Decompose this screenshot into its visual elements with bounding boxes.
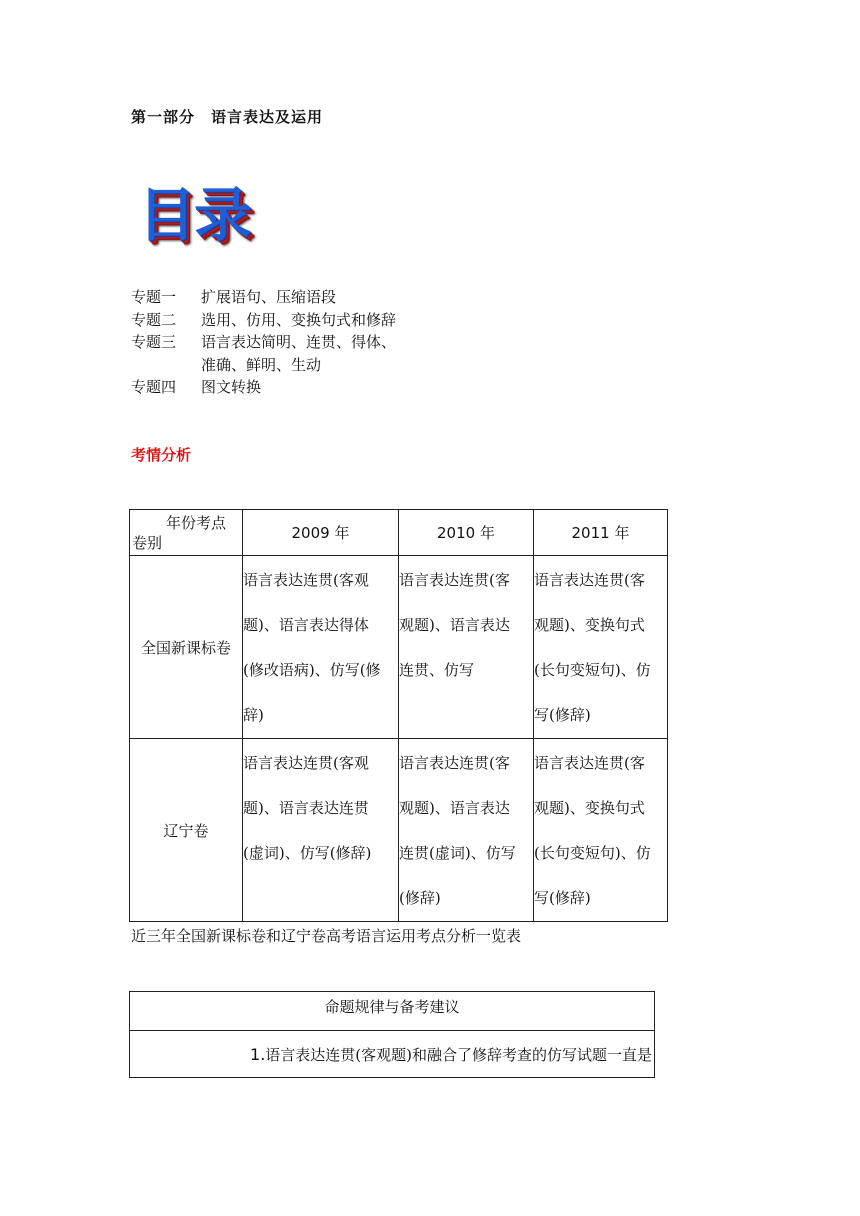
table-row <box>130 739 668 922</box>
cell-line: 语言表达连贯(客 <box>534 754 645 772</box>
table-row <box>130 556 668 739</box>
toc-item-key: 专题三 <box>131 333 177 352</box>
table-cell <box>399 739 534 922</box>
toc-item-value: 扩展语句、压缩语段 <box>201 288 337 306</box>
cell-line: (修辞) <box>399 889 441 907</box>
cell-line: 观题)、变换句式 <box>534 799 645 817</box>
row-label: 全国新课标卷 <box>130 556 243 739</box>
toc-item <box>131 286 396 309</box>
cell-line: 辞) <box>243 706 264 724</box>
toc-item <box>131 331 396 354</box>
cell-line: (修改语病)、仿写(修 <box>243 661 381 679</box>
advice-table <box>129 991 655 1078</box>
toc-item-value: 选用、仿用、变换句式和修辞 <box>201 310 397 329</box>
advice-header: 命题规律与备考建议 <box>130 992 655 1031</box>
toc-item-key: 专题二 <box>131 310 177 329</box>
cell-line: 语言表达连贯(客 <box>399 754 510 772</box>
year-header: 2010 年 <box>399 510 534 556</box>
toc-item-value: 准确、鲜明、生动 <box>201 355 322 374</box>
cell-line: 连贯(虚词)、仿写 <box>399 844 516 862</box>
cell-line: 语言表达连贯(客 <box>534 571 645 589</box>
row-label: 辽宁卷 <box>130 739 243 922</box>
cell-line: 语言表达连贯(客 <box>399 571 510 589</box>
toc-item <box>131 354 396 377</box>
advice-header-row <box>130 992 655 1031</box>
analysis-heading: 考情分析 <box>131 446 192 464</box>
table-cell <box>399 556 534 739</box>
cell-line: 语言表达连贯(客观 <box>243 571 369 589</box>
toc-item-key: 专题四 <box>131 378 177 397</box>
toc-item-value: 语言表达简明、连贯、得体、 <box>201 333 397 352</box>
cell-line: 写(修辞) <box>534 706 591 724</box>
toc-list <box>131 286 396 399</box>
toc-title: 目录 <box>138 181 251 249</box>
cell-line: (虚词)、仿写(修辞) <box>243 844 372 862</box>
advice-body-row <box>130 1031 655 1078</box>
cell-line: 题)、语言表达得体 <box>243 616 369 634</box>
table-caption: 近三年全国新课标卷和辽宁卷高考语言运用考点分析一览表 <box>131 927 522 945</box>
part-title: 第一部分 语言表达及运用 <box>131 108 324 126</box>
cell-line: 观题)、语言表达 <box>399 799 510 817</box>
cell-line: 观题)、变换句式 <box>534 616 645 634</box>
table-cell <box>243 739 399 922</box>
toc-item-key: 专题一 <box>131 288 177 306</box>
toc-item-value: 图文转换 <box>201 378 262 397</box>
table-cell <box>534 739 668 922</box>
exam-analysis-table <box>129 509 668 922</box>
corner-top-label: 年份考点 <box>166 513 227 532</box>
table-cell <box>534 556 668 739</box>
cell-line: (长句变短句)、仿 <box>534 661 651 679</box>
year-header: 2011 年 <box>534 510 668 556</box>
table-cell <box>243 556 399 739</box>
toc-item-key <box>131 354 201 377</box>
cell-line: 连贯、仿写 <box>399 661 475 679</box>
table-corner-cell <box>130 510 243 556</box>
toc-item <box>131 376 396 399</box>
toc-item <box>131 309 396 332</box>
corner-bottom-label: 卷别 <box>132 533 163 552</box>
advice-text: 语言表达连贯(客观题)和融合了修辞考查的仿写试题一直是 <box>265 1045 652 1064</box>
cell-line: 题)、语言表达连贯 <box>243 799 369 817</box>
cell-line: 语言表达连贯(客观 <box>243 754 369 772</box>
advice-body <box>130 1031 655 1078</box>
cell-line: 观题)、语言表达 <box>399 616 510 634</box>
cell-line: (长句变短句)、仿 <box>534 844 651 862</box>
cell-line: 写(修辞) <box>534 889 591 907</box>
advice-number: 1. <box>250 1044 266 1064</box>
table-header-row <box>130 510 668 556</box>
year-header: 2009 年 <box>243 510 399 556</box>
